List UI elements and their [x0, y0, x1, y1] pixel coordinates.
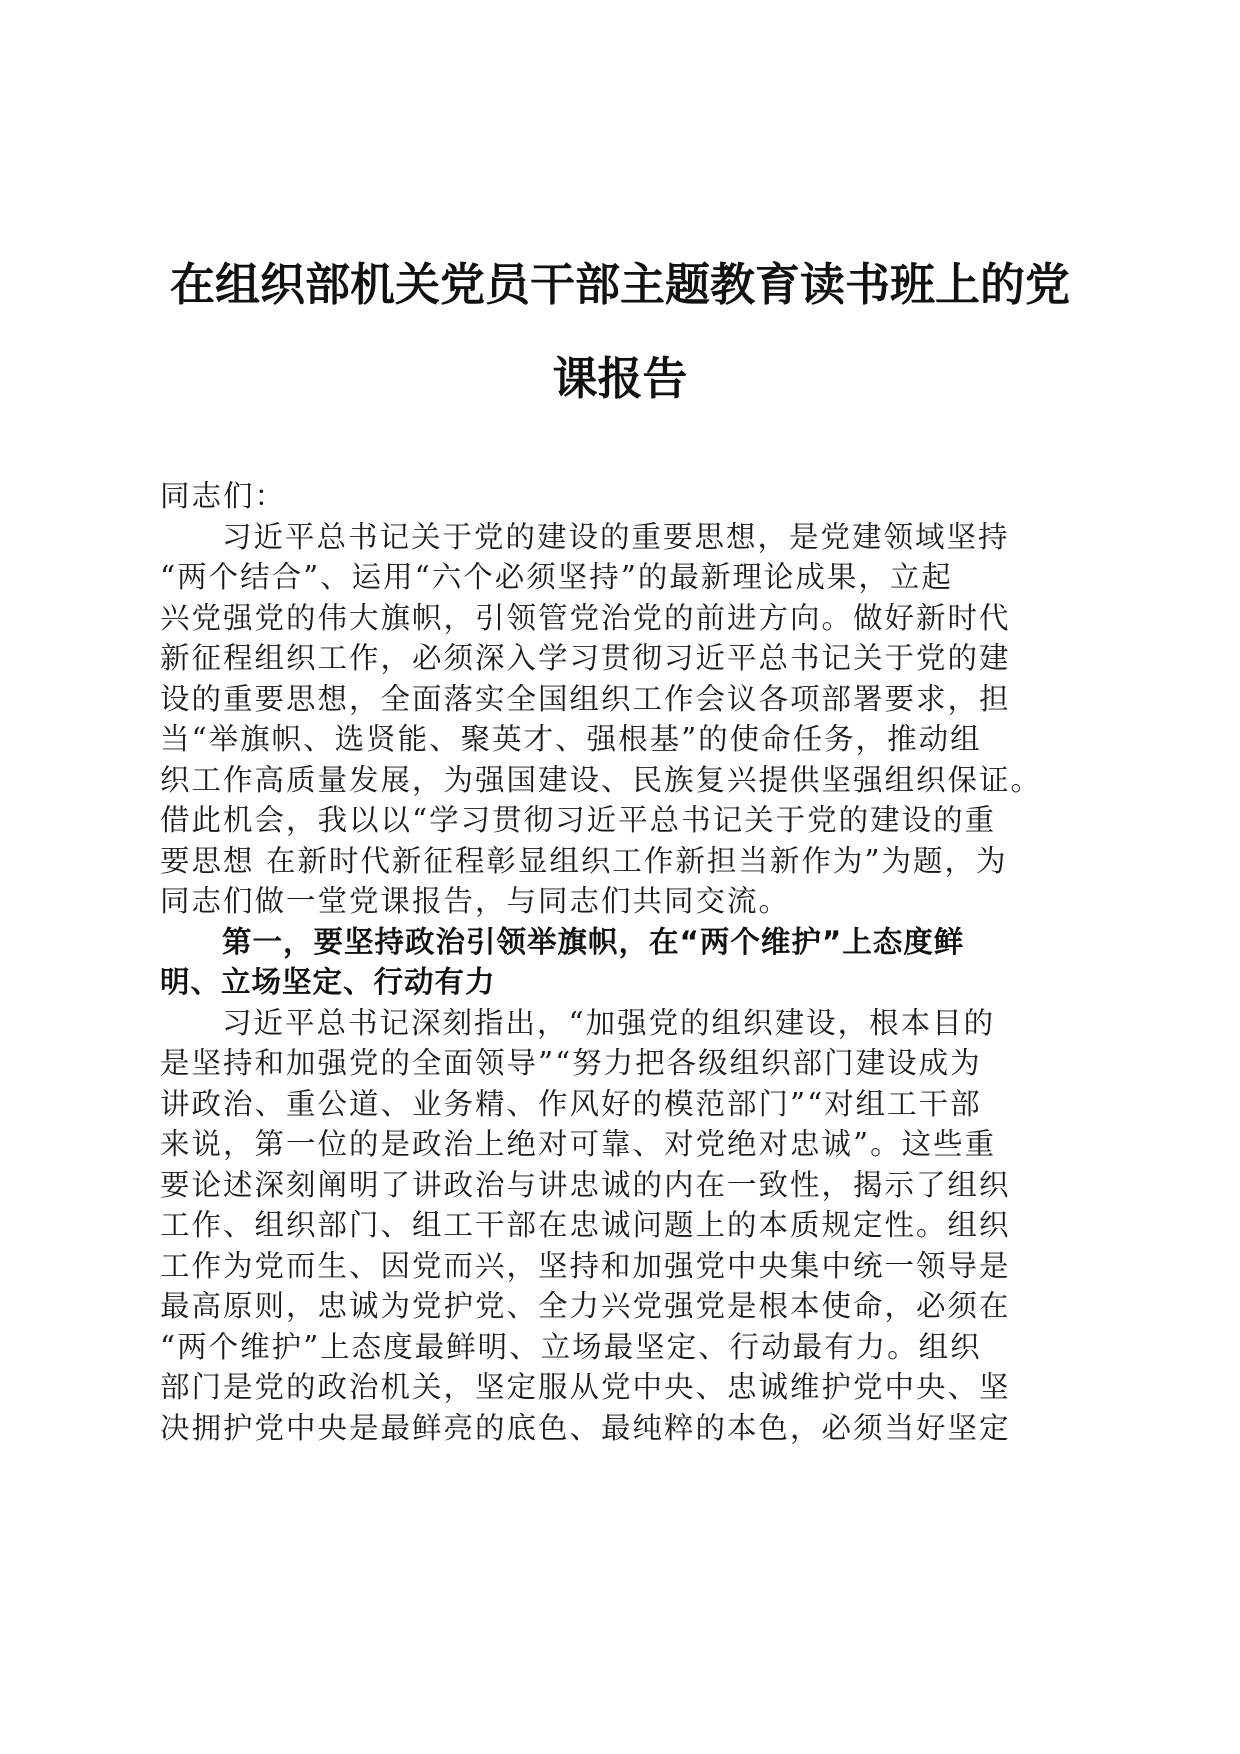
intro-line: 织工作高质量发展，为强国建设、民族复兴提供坚强组织保证。 [160, 762, 1043, 797]
intro-line: 兴党强党的伟大旗帜，引领管党治党的前进方向。做好新时代 [160, 600, 1011, 635]
intro-line: 同志们做一堂党课报告，与同志们共同交流。 [160, 884, 791, 918]
intro-line: 当“举旗帜、选贤能、聚英才、强根基”的使命任务，推动组 [160, 722, 982, 756]
section-line: 工作为党而生、因党而兴，坚持和加强党中央集中统一领导是 [160, 1248, 1011, 1283]
section-line: 部门是党的政治机关，坚定服从党中央、忠诚维护党中央、坚 [160, 1370, 1011, 1404]
section-heading: 明、立场坚定、行动有力 [160, 965, 496, 999]
intro-line: 设的重要思想，全面落实全国组织工作会议各项部署要求，担 [160, 681, 1011, 716]
title-line: 课报告 [552, 352, 688, 405]
section-line: 最高原则，忠诚为党护党、全力兴党强党是根本使命，必须在 [160, 1289, 1011, 1323]
section-line: 是坚持和加强党的全面领导”“努力把各级组织部门建设成为 [160, 1046, 982, 1080]
intro-line: 借此机会，我以以“学习贯彻习近平总书记关于党的建设的重 [160, 803, 997, 837]
section-heading: 第一，要坚持政治引领举旗帜，在“两个维护”上态度鲜 [222, 924, 965, 959]
section-line: 要论述深刻阐明了讲政治与讲忠诚的内在一致性，揭示了组织 [160, 1167, 1011, 1202]
intro-line: 要思想 在新时代新征程彰显组织工作新担当新作为”为题，为 [160, 843, 1008, 878]
intro-line: “两个结合”、运用“六个必须坚持”的最新理论成果，立起 [160, 560, 953, 594]
document-body [160, 476, 1080, 1448]
section-line: 来说，第一位的是政治上绝对可靠、对党绝对忠诚”。这些重 [160, 1127, 997, 1161]
intro-line: 新征程组织工作，必须深入学习贯彻习近平总书记关于党的建 [160, 641, 1011, 675]
title-line: 在组织部机关党员干部主题教育读书班上的党 [169, 258, 1070, 311]
intro-line: 习近平总书记关于党的建设的重要思想，是党建领域坚持 [222, 519, 1010, 554]
section-line: 决拥护党中央是最鲜亮的底色、最纯粹的本色，必须当好坚定 [160, 1410, 1011, 1445]
document-title [150, 238, 1090, 426]
section-line: 习近平总书记深刻指出，“加强党的组织建设，根本目的 [222, 1005, 996, 1040]
section-line: “两个维护”上态度最鲜明、立场最坚定、行动最有力。组织 [160, 1329, 982, 1364]
salutation: 同志们： [160, 479, 287, 513]
section-line: 讲政治、重公道、业务精、作风好的模范部门”“对组工干部 [160, 1086, 982, 1121]
section-line: 工作、组织部门、组工干部在忠诚问题上的本质规定性。组织 [160, 1208, 1011, 1242]
